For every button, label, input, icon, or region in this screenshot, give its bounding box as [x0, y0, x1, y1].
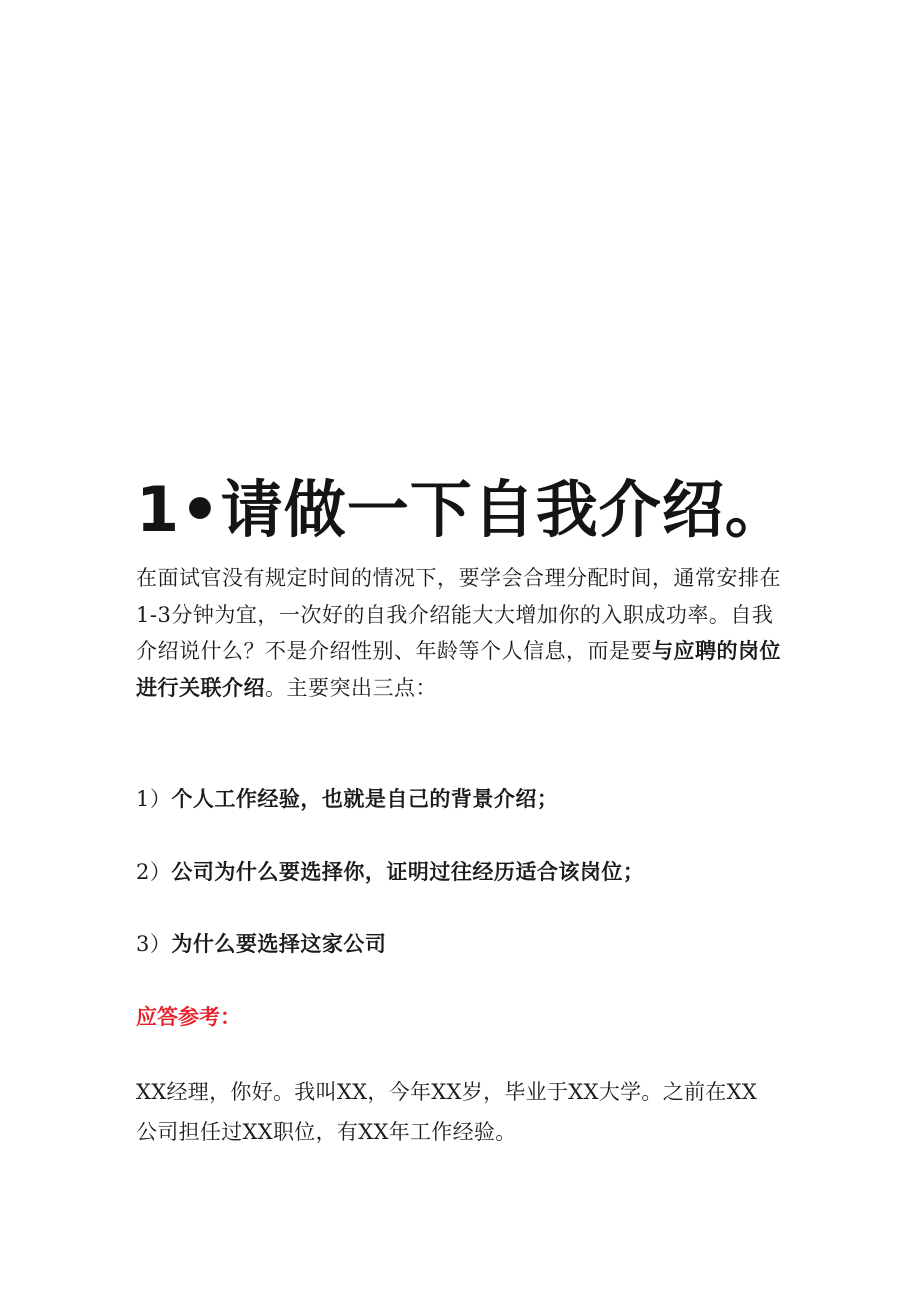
point-text: 公司为什么要选择你，证明过往经历适合该岗位； — [171, 860, 645, 884]
intro-line-4-emphasis: 进行关联介绍 — [136, 675, 265, 700]
point-text: 个人工作经验，也就是自己的背景介绍； — [171, 787, 559, 811]
point-text: 为什么要选择这家公司 — [171, 932, 387, 956]
intro-line-4-text: 。主要突出三点： — [265, 675, 437, 700]
answer-reference-label: 应答参考： — [136, 1005, 241, 1029]
answer-paragraph — [136, 1072, 757, 1152]
point-number: 2） — [136, 860, 172, 884]
point-number: 1） — [136, 787, 172, 811]
point-item-1 — [136, 784, 558, 814]
intro-line-3-text: 介绍说什么？不是介绍性别、年龄等个人信息，而是要 — [136, 639, 652, 663]
point-item-2 — [136, 857, 644, 887]
point-number: 3） — [136, 932, 172, 956]
intro-paragraph — [136, 560, 796, 706]
intro-line-4 — [136, 670, 796, 707]
intro-line-3 — [136, 633, 796, 670]
intro-line-3-emphasis: 与应聘的岗位 — [652, 639, 781, 663]
answer-line-2: 公司担任过XX职位，有XX年工作经验。 — [136, 1120, 517, 1144]
question-heading: 1•请做一下自我介绍。 — [136, 473, 788, 546]
answer-line-1: XX经理，你好。我叫XX，今年XX岁，毕业于XX大学。之前在XX — [136, 1080, 758, 1104]
point-item-3 — [136, 929, 386, 959]
intro-line-2: 1-3分钟为宜，一次好的自我介绍能大大增加你的入职成功率。自我 — [136, 602, 774, 627]
intro-line-1: 在面试官没有规定时间的情况下，要学会合理分配时间，通常安排在 — [136, 566, 781, 590]
